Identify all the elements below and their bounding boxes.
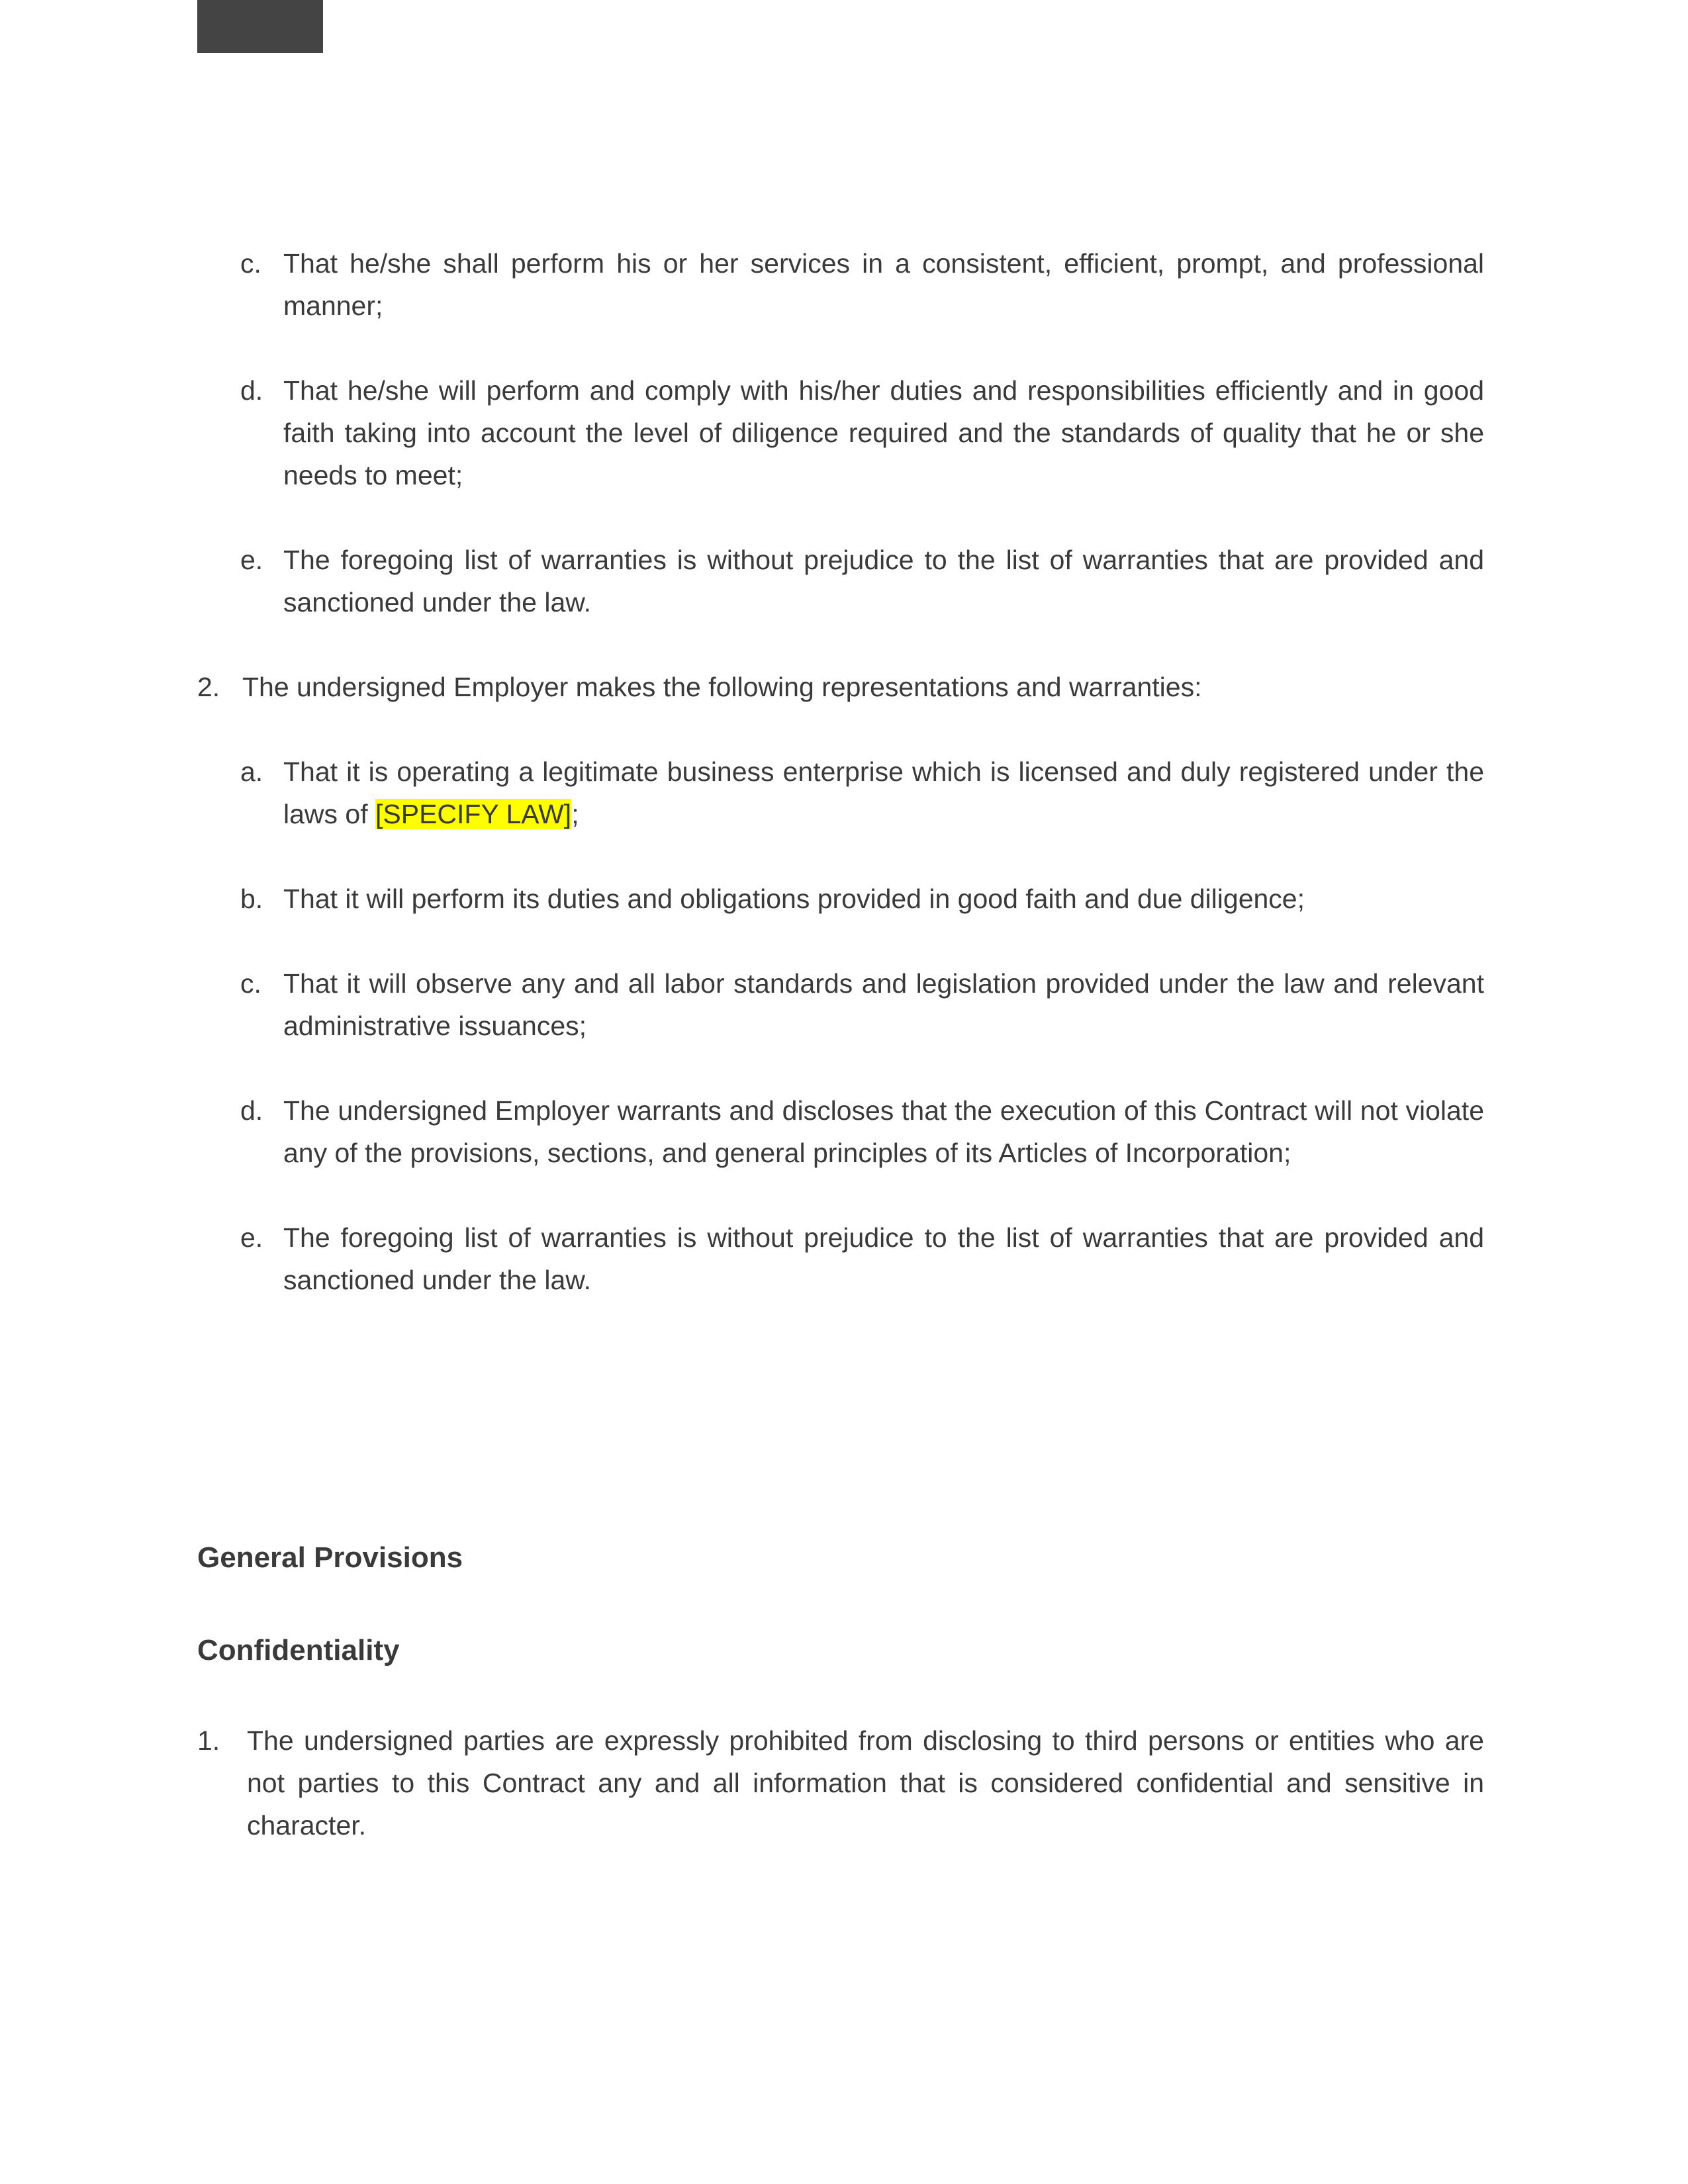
header-tab (197, 0, 323, 53)
warranty-text: That he/she will perform and comply with his/her duties and responsibilities efficiently and in good faith taking into account the level of diligence required and the standards of quality that he or she needs to meet; (283, 375, 1484, 490)
warranty-text: That it will perform its duties and obligations provided in good faith and due diligence; (283, 884, 1305, 914)
general-provisions-heading: General Provisions (197, 1541, 463, 1574)
clause-text: The undersigned parties are expressly prohibited from disclosing to third persons or entities who are not parties to this Contract any and all information that is considered confidential and sensitive in character. (247, 1725, 1484, 1841)
warranty-text: The undersigned Employer warrants and discloses that the execution of this Contract will not violate any of the provisions, sections, and general principles of its Articles of Incorporation; (283, 1095, 1484, 1168)
warranty-text (283, 751, 1484, 835)
employer-warranty-d (240, 1089, 1484, 1174)
warranty-text: The foregoing list of warranties is without prejudice to the list of warranties that are provided and sanctioned under the law. (283, 545, 1484, 617)
employer-warranty-e (240, 1216, 1484, 1301)
specify-law-placeholder: [SPECIFY LAW] (375, 799, 572, 829)
list-marker: d. (240, 375, 263, 406)
warranty-text-before: That it is operating a legitimate business enterprise which is licensed and duly registered under the laws of (283, 756, 1484, 829)
clause-text: The undersigned Employer makes the following representations and warranties: (242, 672, 1202, 702)
employee-warranty-c (240, 242, 1484, 327)
warranty-text: The foregoing list of warranties is without prejudice to the list of warranties that are provided and sanctioned under the law. (283, 1222, 1484, 1295)
employer-warranty-b (240, 878, 1484, 920)
list-marker: e. (240, 545, 263, 575)
warranty-text: That he/she shall perform his or her services in a consistent, efficient, prompt, and professional manner; (283, 248, 1484, 321)
list-marker: d. (240, 1095, 263, 1126)
warranty-text: That it will observe any and all labor standards and legislation provided under the law and relevant administrative issuances; (283, 968, 1484, 1041)
employee-warranty-d (240, 369, 1484, 496)
list-marker: c. (240, 968, 261, 999)
confidentiality-clause (197, 1719, 1484, 1846)
list-marker: 1. (197, 1725, 220, 1756)
warranty-text-after: ; (571, 799, 579, 829)
employer-clause (197, 666, 1484, 708)
list-marker: a. (240, 756, 263, 787)
list-marker: e. (240, 1222, 263, 1253)
employer-warranty-a (240, 751, 1484, 835)
list-marker: 2. (197, 672, 220, 702)
confidentiality-heading: Confidentiality (197, 1634, 400, 1666)
employer-warranty-c (240, 962, 1484, 1047)
list-marker: b. (240, 884, 263, 914)
employee-warranty-e (240, 539, 1484, 623)
list-marker: c. (240, 248, 261, 279)
